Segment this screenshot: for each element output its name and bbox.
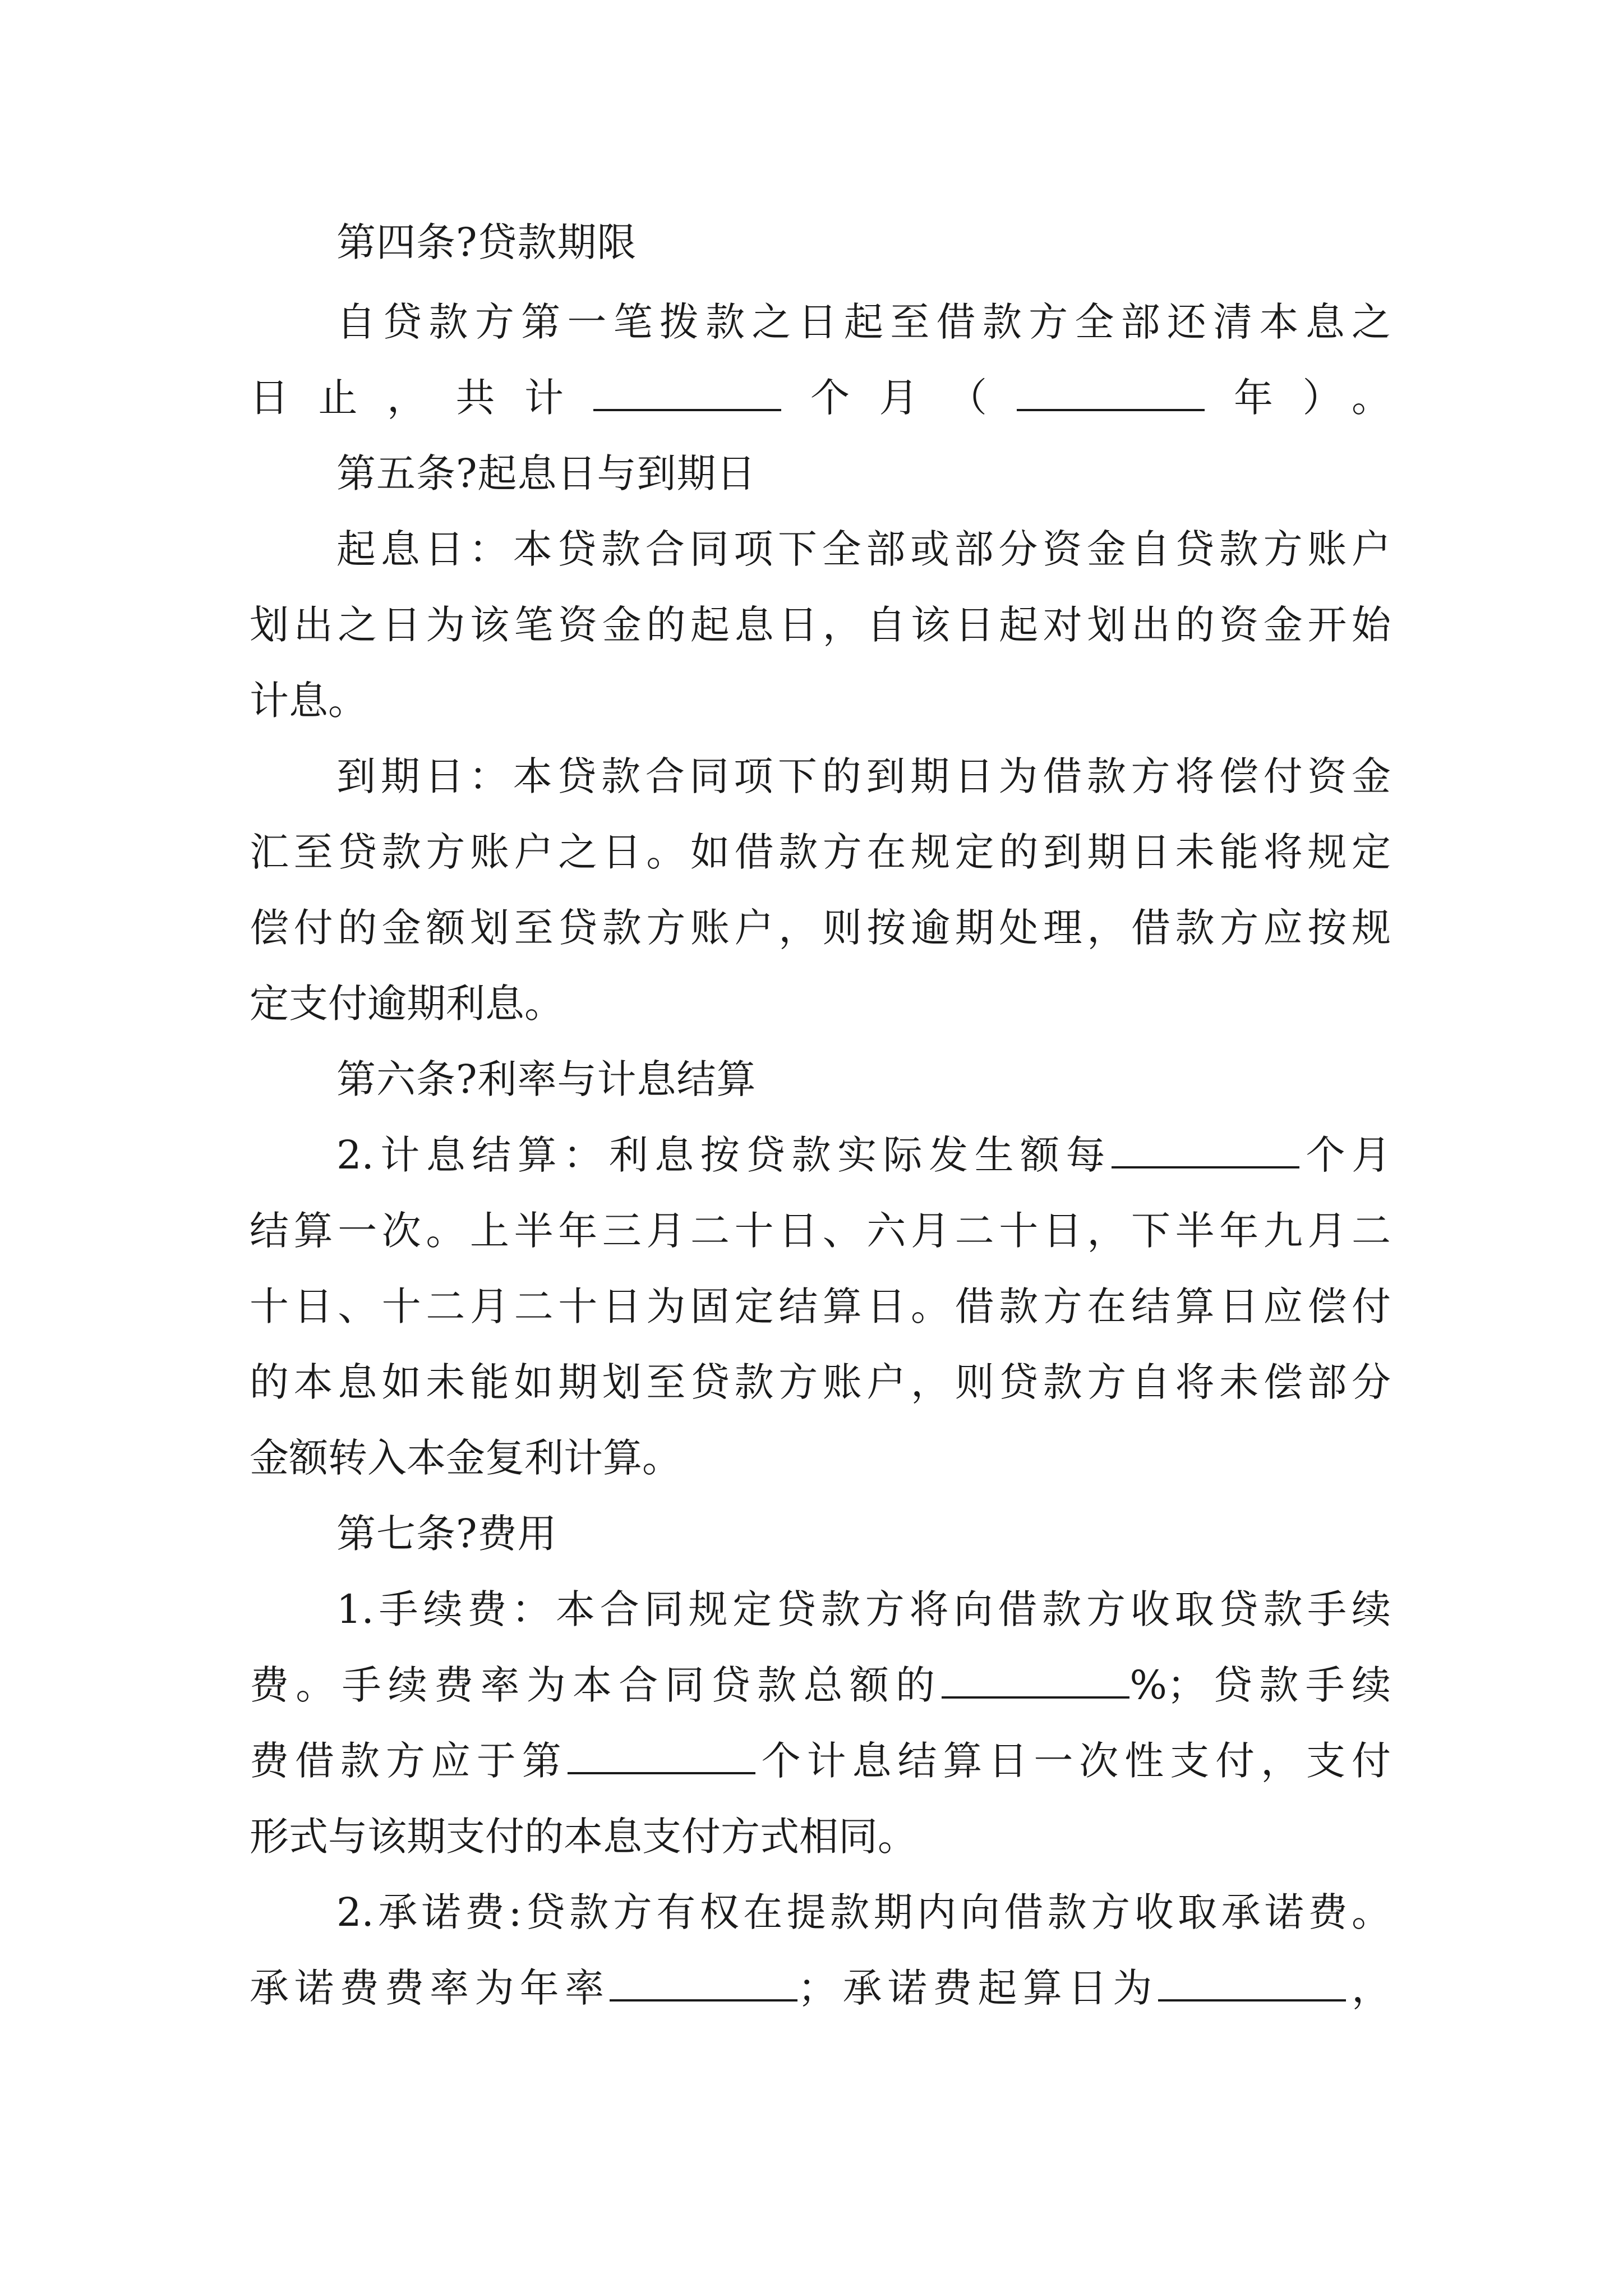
article-5-paragraph-line: 划出之日为该笔资金的起息日，自该日起对划出的资金开始 (250, 602, 1391, 648)
article-7-paragraph-line: 费借款方应于第 个计息结算日一次性支付，支付 (250, 1738, 1391, 1784)
article-4-paragraph-line: 日止，共计 个月（ 年）。 (250, 375, 1391, 421)
article-6-paragraph-line: 十日、十二月二十日为固定结算日。借款方在结算日应偿付 (250, 1283, 1391, 1329)
article-7-paragraph-line: 费。手续费率为本合同贷款总额的 %；贷款手续 (250, 1662, 1391, 1708)
article-7-heading: 第七条?费用 (336, 1511, 557, 1557)
blank-field (1112, 1131, 1299, 1168)
article-6-paragraph-line: 2.计息结算：利息按贷款实际发生额每 个月 (336, 1132, 1391, 1178)
blank-field (610, 1964, 797, 2001)
blank-field (568, 1737, 755, 1774)
article-7-paragraph-line: 承诺费费率为年率 ；承诺费起算日为 ， (250, 1965, 1391, 2011)
article-4-heading: 第四条?贷款期限 (336, 219, 637, 265)
article-5-paragraph-line: 计息。 (250, 678, 367, 724)
article-6-paragraph-line: 结算一次。上半年三月二十日、六月二十日，下半年九月二 (250, 1208, 1391, 1254)
blank-field (1017, 374, 1205, 411)
article-6-paragraph-line: 的本息如未能如期划至贷款方账户，则贷款方自将未偿部分 (250, 1359, 1391, 1405)
article-7-paragraph-line: 1.手续费：本合同规定贷款方将向借款方收取贷款手续 (336, 1586, 1391, 1632)
article-4-paragraph-line: 自贷款方第一笔拨款之日起至借款方全部还清本息之 (336, 299, 1391, 345)
blank-field (1158, 1964, 1346, 2001)
article-6-paragraph-line: 金额转入本金复利计算。 (250, 1435, 681, 1481)
article-5-paragraph-line: 到期日：本贷款合同项下的到期日为借款方将偿付资金 (336, 753, 1391, 799)
article-7-paragraph-line: 形式与该期支付的本息支付方式相同。 (250, 1814, 917, 1860)
article-5-paragraph-line: 定支付逾期利息。 (250, 981, 564, 1027)
blank-field (942, 1662, 1129, 1699)
article-5-paragraph-line: 偿付的金额划至贷款方账户，则按逾期处理，借款方应按规 (250, 905, 1391, 951)
article-7-paragraph-line: 2.承诺费:贷款方有权在提款期内向借款方收取承诺费。 (336, 1889, 1391, 1935)
article-5-paragraph-line: 起息日：本贷款合同项下全部或部分资金自贷款方账户 (336, 526, 1391, 572)
article-5-heading: 第五条?起息日与到期日 (336, 450, 757, 496)
blank-field (593, 374, 781, 411)
article-6-heading: 第六条?利率与计息结算 (336, 1056, 757, 1102)
article-5-paragraph-line: 汇至贷款方账户之日。如借款方在规定的到期日未能将规定 (250, 829, 1391, 875)
